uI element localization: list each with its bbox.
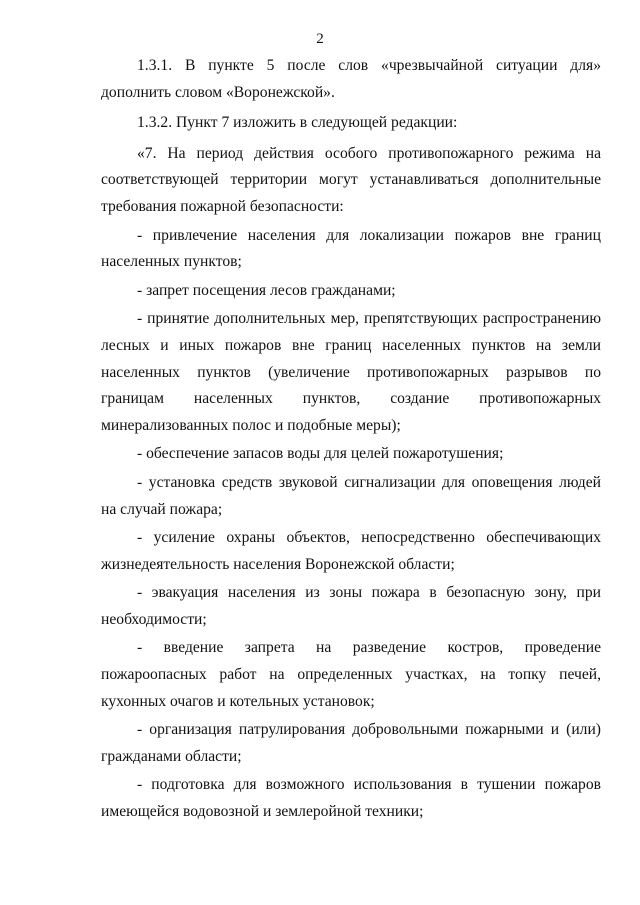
list-item-fire-ban: - введение запрета на разведение костров, проведение пожароопасных работ на определенных участках, на топку печей, кухонных очагов и котельных установок; bbox=[101, 639, 601, 710]
list-item-sound-alarm: - установка средств звуковой сигнализации для оповещения людей на случай пожара; bbox=[101, 473, 601, 518]
paragraph-item-7-intro: «7. На период действия особого противопожарного режима на соответствующей территории могут устанавливаться дополнительные требования пожарной безопасности: bbox=[101, 144, 601, 215]
list-item-patrolling: - организация патрулирования добровольными пожарными и (или) гражданами области; bbox=[101, 721, 601, 765]
list-item-forest-visit-ban: - запрет посещения лесов гражданами; bbox=[137, 281, 396, 299]
list-item-equipment-preparation: - подготовка для возможного использования в тушении пожаров имеющейся водовозной и землеройной техники; bbox=[101, 776, 601, 821]
list-item-population-involvement: - привлечение населения для локализации пожаров вне границ населенных пунктов; bbox=[101, 226, 601, 271]
page-number: 2 bbox=[316, 31, 324, 47]
list-item-evacuation: - эвакуация населения из зоны пожара в безопасную зону, при необходимости; bbox=[101, 584, 601, 628]
paragraph-1-3-1: 1.3.1. В пункте 5 после слов «чрезвычайной ситуации для» дополнить словом «Воронежской». bbox=[101, 57, 601, 101]
list-item-object-protection: - усиление охраны объектов, непосредственно обеспечивающих жизнедеятельность населения Воронежской области; bbox=[101, 529, 601, 573]
document-body bbox=[101, 53, 601, 828]
paragraph-1-3-2: 1.3.2. Пункт 7 изложить в следующей редакции: bbox=[137, 114, 458, 132]
list-item-additional-measures: - принятие дополнительных мер, препятствующих распространению лесных и иных пожаров вне границ населенных пунктов на земли населенных пунктов (увеличение противопожарных разрывов по границам населенных пунктов, создание противопожарных минерализованных полос и подобные меры); bbox=[101, 310, 601, 434]
list-item-water-supply: - обеспечение запасов воды для целей пожаротушения; bbox=[137, 445, 504, 463]
